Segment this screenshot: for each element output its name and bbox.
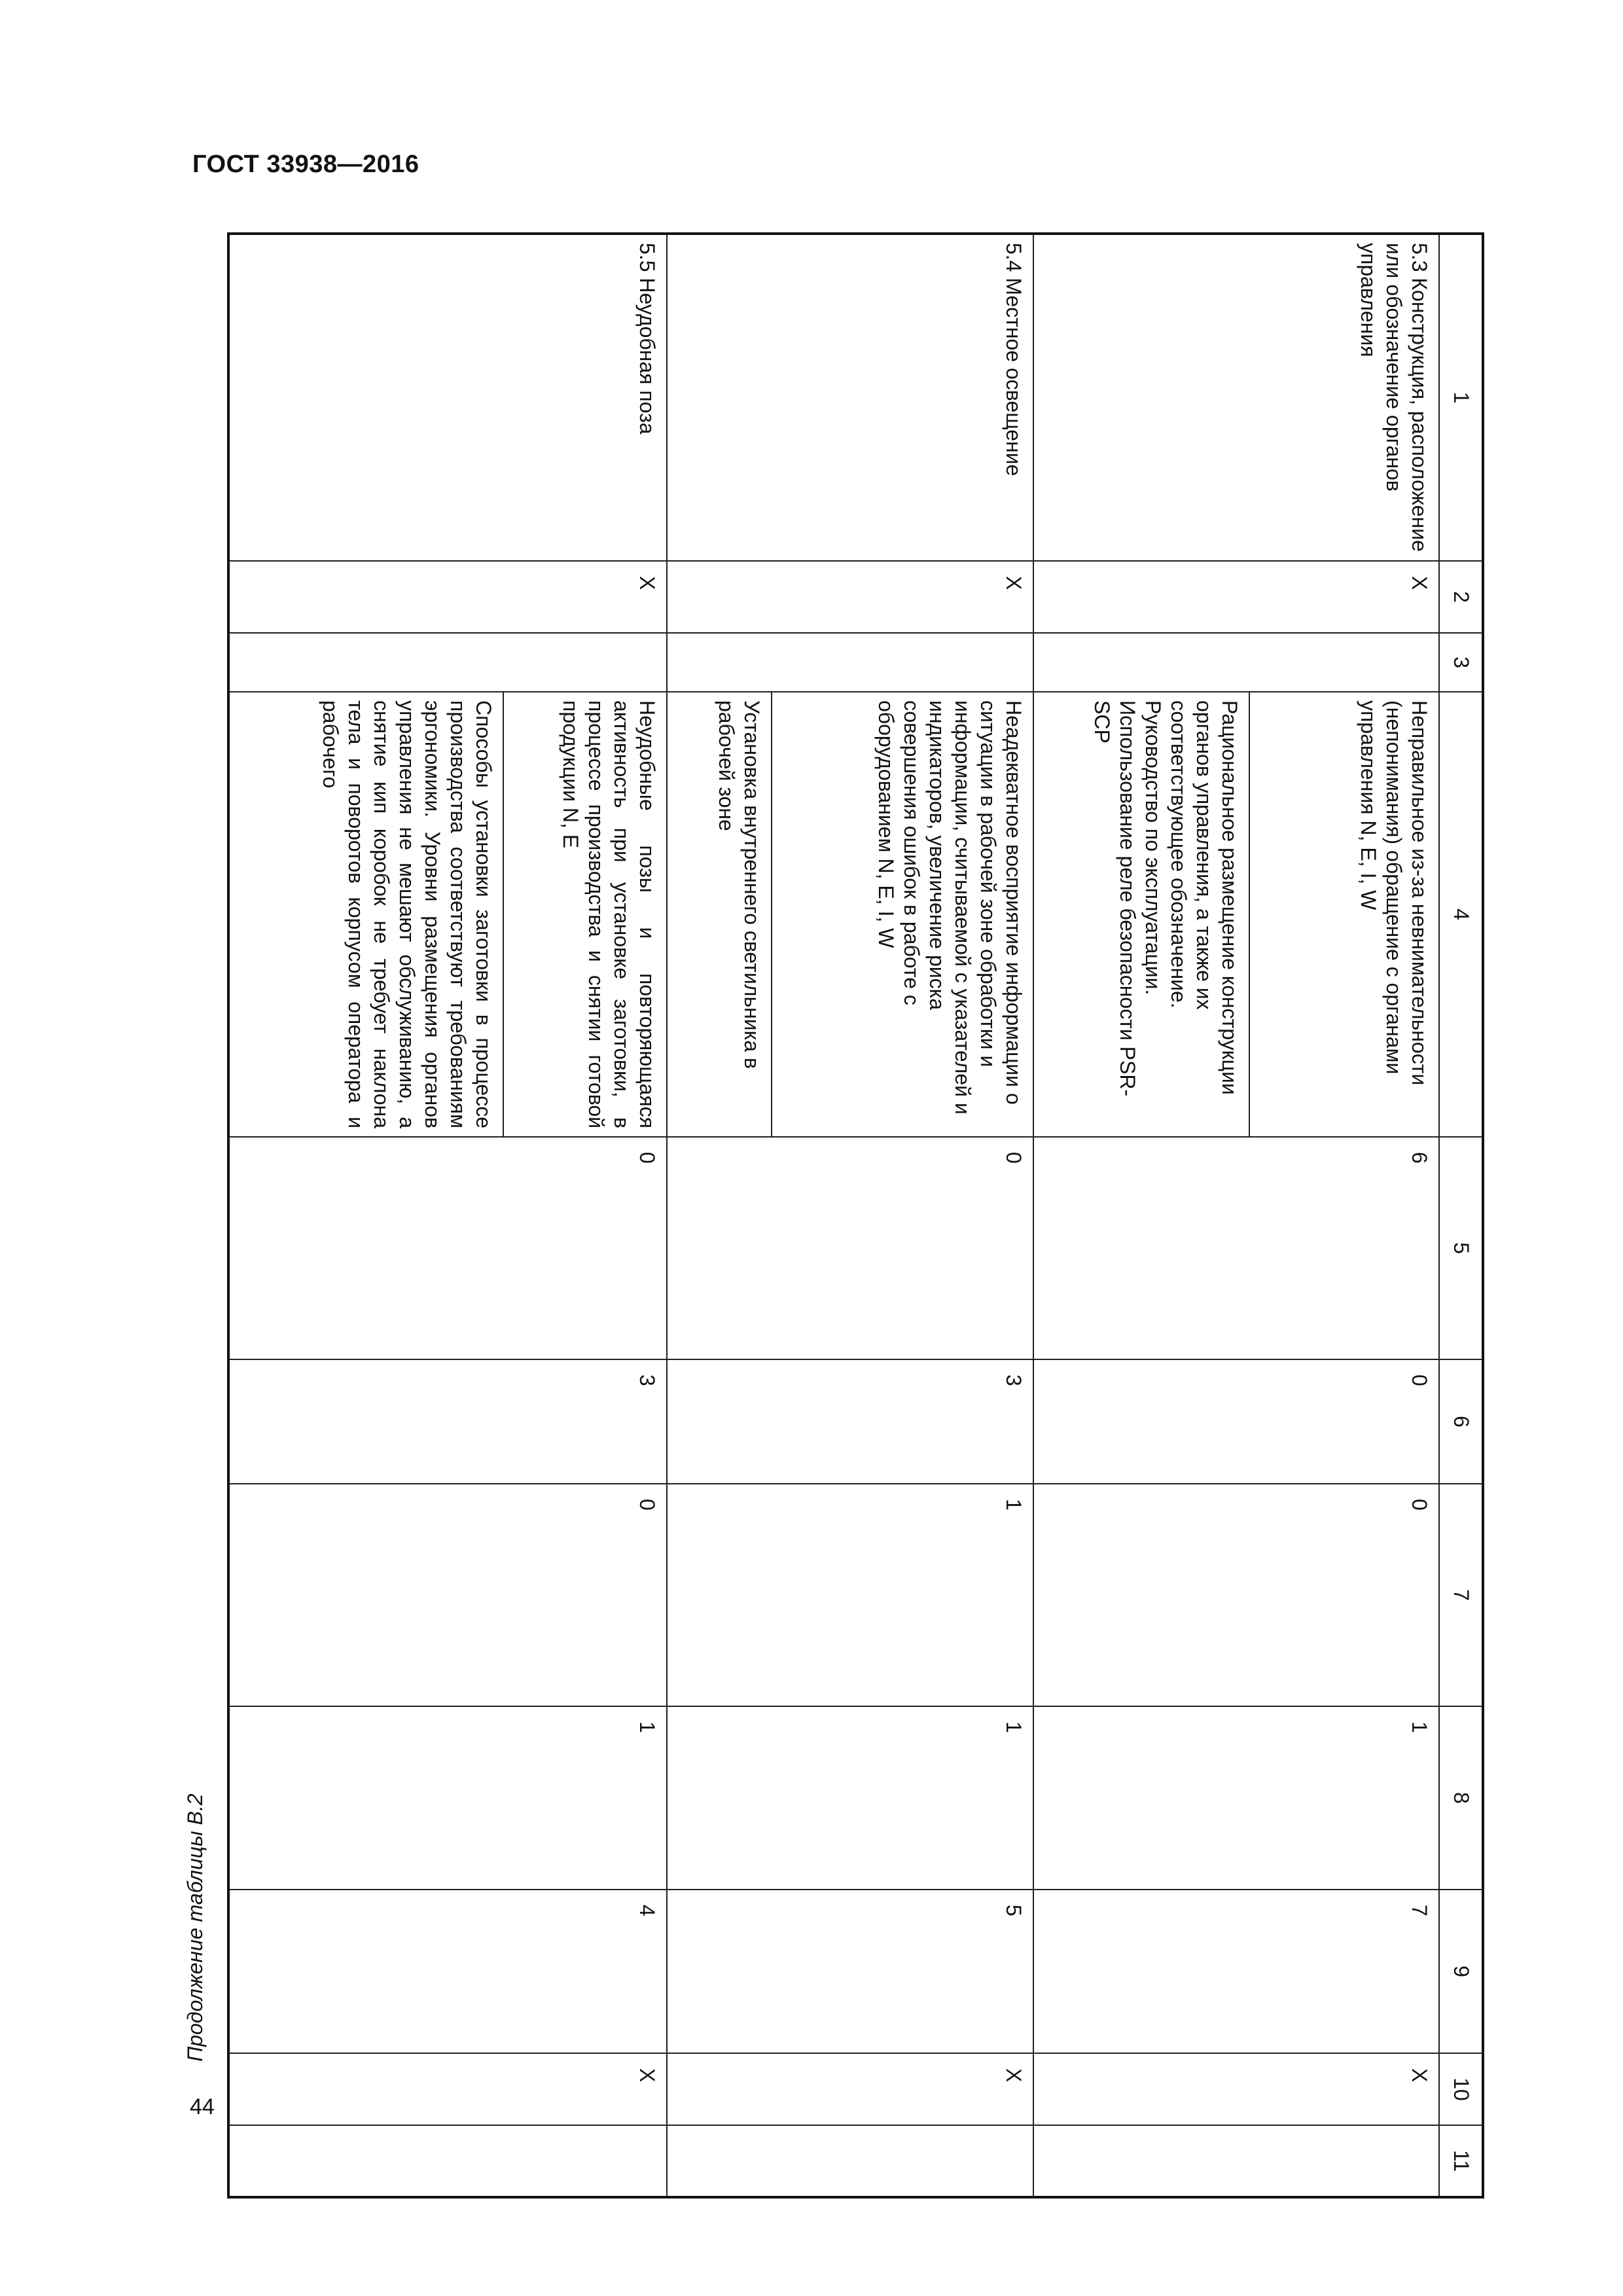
rotated-table-container (234, 232, 1484, 2172)
measure-cell: Рациональное размещение конструкции органов управления, а также их соответствующее обозначение. Руководство по эксплуатации. Использование реле безопасности PSR-SCP (1033, 692, 1249, 1137)
col-number: 8 (1439, 1706, 1483, 1890)
table-row (1249, 234, 1439, 2197)
col-number: 4 (1439, 692, 1483, 1137)
mark-cell: X (228, 2053, 667, 2125)
value-cell: 1 (228, 1706, 667, 1890)
value-cell: 0 (228, 1137, 667, 1359)
empty-cell (228, 633, 667, 692)
empty-cell (667, 2125, 1033, 2197)
col-number: 3 (1439, 633, 1483, 692)
col-number: 10 (1439, 2053, 1483, 2125)
value-cell: 1 (1033, 1706, 1439, 1890)
measure-cell: Установка внутреннего светильника в рабочей зоне (667, 692, 772, 1137)
col-number: 11 (1439, 2125, 1483, 2197)
value-cell: 3 (228, 1359, 667, 1484)
mark-cell: X (1033, 2053, 1439, 2125)
mark-cell: X (667, 2053, 1033, 2125)
col-number: 9 (1439, 1890, 1483, 2053)
value-cell: 3 (667, 1359, 1033, 1484)
table-row (503, 234, 667, 2197)
table-caption: Продолжение таблицы В.2 (183, 1793, 207, 2062)
page-number: 44 (190, 2094, 215, 2119)
hazard-cell: 5.5 Неудобная поза (228, 234, 667, 561)
mark-cell: X (228, 561, 667, 633)
table-row (772, 234, 1033, 2197)
risk-description-cell: Неправильное из-за невнимательности (непонимания) обращение с органами управления N, E, I, W (1249, 692, 1439, 1137)
empty-cell (667, 633, 1033, 692)
risk-description-cell: Неадекватное восприятие информации о ситуации в рабочей зоне обработки и информации, считываемой с указателей и индикаторов, увеличение риска совершения ошибок в работе с оборудованием N, E, I, W (772, 692, 1033, 1137)
col-number: 7 (1439, 1484, 1483, 1706)
document-header: ГОСТ 33938—2016 (192, 151, 419, 178)
col-number: 5 (1439, 1137, 1483, 1359)
mark-cell: X (1033, 561, 1439, 633)
col-number: 1 (1439, 234, 1483, 561)
risk-assessment-table (227, 232, 1484, 2198)
column-number-row (1439, 234, 1483, 2197)
value-cell: 1 (667, 1706, 1033, 1890)
value-cell: 0 (667, 1137, 1033, 1359)
risk-description-cell: Неудобные позы и повторяющаяся активность при установке заготовки, в процессе производства и снятии готовой продукции N, E (503, 692, 667, 1137)
value-cell: 7 (1033, 1890, 1439, 2053)
value-cell: 6 (1033, 1137, 1439, 1359)
value-cell: 5 (667, 1890, 1033, 2053)
col-number: 6 (1439, 1359, 1483, 1484)
hazard-cell: 5.3 Конструкция, расположение или обозначение органов управления (1033, 234, 1439, 561)
value-cell: 0 (228, 1484, 667, 1706)
empty-cell (228, 2125, 667, 2197)
empty-cell (1033, 2125, 1439, 2197)
mark-cell: X (667, 561, 1033, 633)
value-cell: 0 (1033, 1484, 1439, 1706)
measure-cell: Способы установки заготовки в процессе производства соответствуют требованиям эргономики. Уровни размещения органов управления не мешают обслуживанию, а снятие кип коробок не требует наклона тела и поворотов корпусом оператора и рабочего (228, 692, 503, 1137)
hazard-cell: 5.4 Местное освещение (667, 234, 1033, 561)
value-cell: 1 (667, 1484, 1033, 1706)
value-cell: 4 (228, 1890, 667, 2053)
value-cell: 0 (1033, 1359, 1439, 1484)
col-number: 2 (1439, 561, 1483, 633)
empty-cell (1033, 633, 1439, 692)
